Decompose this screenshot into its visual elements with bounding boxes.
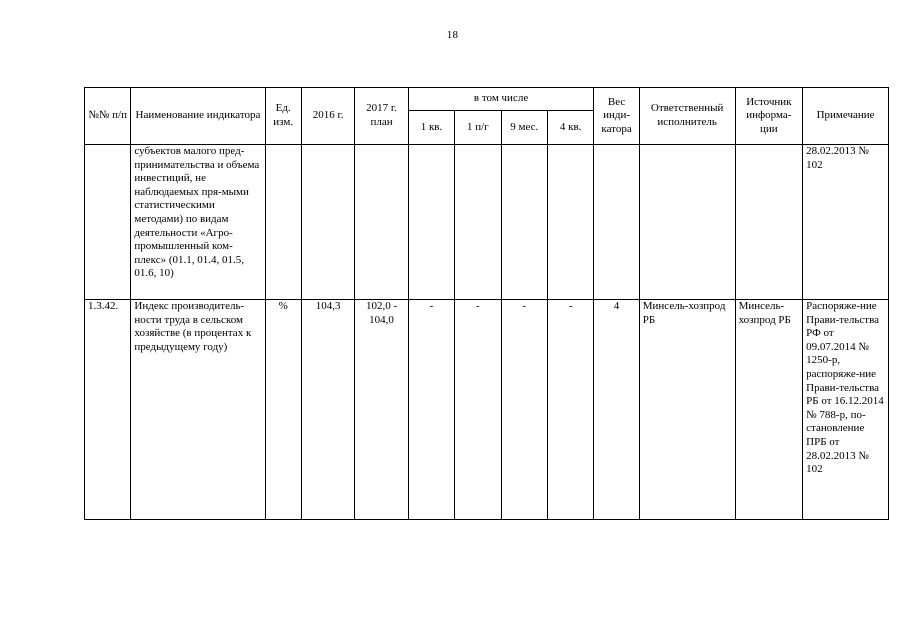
- header-q4: 4 кв.: [547, 111, 593, 145]
- cell-2017-plan: 102,0 - 104,0: [355, 300, 408, 520]
- cell-unit: %: [265, 300, 301, 520]
- header-responsible: Ответственный исполнитель: [639, 88, 735, 145]
- page-number: 18: [446, 29, 459, 41]
- cell-2017-plan: [355, 145, 408, 300]
- indicators-table: [84, 87, 889, 520]
- cell-q4: [547, 145, 593, 300]
- cell-responsible: [639, 145, 735, 300]
- cell-weight: [594, 145, 639, 300]
- header-row-top: [85, 88, 889, 111]
- cell-q4: -: [547, 300, 593, 520]
- cell-source: Минсель-хозпрод РБ: [735, 300, 803, 520]
- header-source: Источник информа-ции: [735, 88, 803, 145]
- cell-note: Распоряже-ние Прави-тельства РФ от 09.07.2014 № 1250-р, распоряже-ние Прави-тельства РБ от 16.12.2014 № 788-р, по-становление ПРБ от 28.02.2013 № 102: [803, 300, 889, 520]
- cell-half-year: -: [455, 300, 501, 520]
- cell-number: [85, 145, 131, 300]
- header-indicator-name: Наименование индикатора: [131, 88, 265, 145]
- cell-note: 28.02.2013 № 102: [803, 145, 889, 300]
- cell-unit: [265, 145, 301, 300]
- header-including: в том числе: [408, 88, 594, 111]
- header-number: №№ п/п: [85, 88, 131, 145]
- header-9-months: 9 мес.: [501, 111, 547, 145]
- cell-q1: -: [408, 300, 454, 520]
- header-note: Примечание: [803, 88, 889, 145]
- cell-source: [735, 145, 803, 300]
- cell-number: 1.3.42.: [85, 300, 131, 520]
- header-q1: 1 кв.: [408, 111, 454, 145]
- header-unit: Ед. изм.: [265, 88, 301, 145]
- table-row: [85, 145, 889, 300]
- cell-2016: [301, 145, 354, 300]
- cell-9-months: -: [501, 300, 547, 520]
- header-2016: 2016 г.: [301, 88, 354, 145]
- cell-half-year: [455, 145, 501, 300]
- cell-responsible: Минсель-хозпрод РБ: [639, 300, 735, 520]
- cell-indicator-name: субъектов малого пред-принимательства и объема инвестиций, не наблюдаемых пря-мыми статистическими методами) по видам деятельности «Агро-промышленный ком-плекс» (01.1, 01.4, 01.5, 01.6, 10): [131, 145, 265, 300]
- cell-9-months: [501, 145, 547, 300]
- cell-weight: 4: [594, 300, 639, 520]
- header-2017-plan: 2017 г. план: [355, 88, 408, 145]
- cell-indicator-name: Индекс производитель-ности труда в сельском хозяйстве (в процентах к предыдущему году): [131, 300, 265, 520]
- cell-2016: 104,3: [301, 300, 354, 520]
- cell-q1: [408, 145, 454, 300]
- header-weight: Вес инди-катора: [594, 88, 639, 145]
- header-half-year: 1 п/г: [455, 111, 501, 145]
- table-row: [85, 300, 889, 520]
